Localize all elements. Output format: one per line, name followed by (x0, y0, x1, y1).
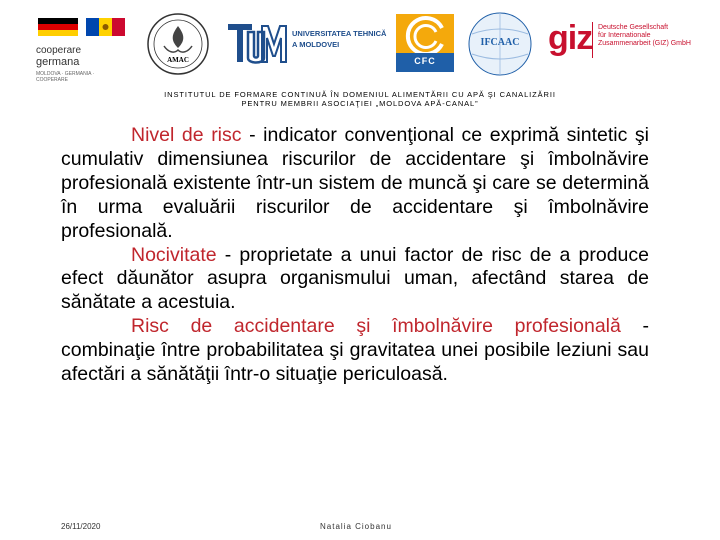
utm-emblem-icon (226, 18, 290, 70)
definitions-text (61, 124, 649, 387)
footer-author: Natalia Ciobanu (320, 522, 392, 531)
definition-nocivity (61, 244, 649, 316)
definition-risk-level (61, 124, 649, 244)
giz-logo (548, 18, 710, 64)
definition-occupational-risk-text: - combinaţie între probabilitatea şi gravitatea unei posibile leziuni sau afectări a sănătăţii într-o situaţie periculoasă. (61, 315, 649, 386)
ifcaac-label: IFCAAC (480, 37, 520, 48)
term-nocivity: Nocivitate (131, 243, 217, 266)
amac-logo (146, 12, 210, 76)
institute-line-1: INSTITUTUL DE FORMARE CONTINUĂ ÎN DOMENIUL ALIMENTĂRII CU APĂ ŞI CANALIZĂRII (164, 90, 556, 99)
term-occupational-risk: Risc de accidentare şi îmbolnăvire profesională (131, 315, 621, 338)
institute-title (140, 90, 580, 108)
cfc-label: CFC (414, 56, 436, 66)
definition-nocivity-text: - proprietate a unui factor de risc de a produce efect dăunător asupra organismului uman, afectând starea de sănătate a acestuia. (61, 243, 649, 314)
footer-date: 26/11/2020 (61, 522, 101, 531)
giz-mark: giz (548, 19, 593, 57)
giz-separator (592, 22, 593, 58)
utm-line-1: UNIVERSITATEA TEHNICĂ (292, 29, 387, 38)
coop-line-3: MOLDOVA · GERMANIA · COOPERARE (36, 71, 95, 83)
giz-text: Deutsche Gesellschaft für Internationale Zusammenarbeit (GIZ) GmbH (598, 24, 691, 47)
cooperare-germana-logo (34, 12, 130, 83)
logo-bar (0, 0, 720, 84)
institute-line-2: PENTRU MEMBRII ASOCIAŢIEI „MOLDOVA APĂ-CANAL” (241, 99, 479, 108)
cfc-logo (396, 14, 454, 72)
definition-occupational-risk (61, 315, 649, 387)
ifcaac-logo (468, 12, 532, 76)
flags-icon (38, 14, 128, 40)
utm-logo (226, 18, 388, 70)
definition-risk-level-text: - indicator convenţional ce exprimă sintetic şi cumulativ dimensiunea riscurilor de accidentare şi îmbolnăvire profesională existente într-un sistem de muncă şi care se determină în urma evaluării riscurilor de accidentare şi îmbolnăvire profesională. (61, 124, 650, 242)
term-risk-level: Nivel de risc (131, 124, 242, 146)
amac-seal-icon (146, 12, 210, 76)
coop-line-1: cooperare (36, 45, 82, 56)
amac-label: AMAC (167, 56, 189, 64)
coop-line-2: germana (36, 56, 80, 68)
utm-text (292, 28, 386, 50)
utm-line-2: A MOLDOVEI (292, 40, 340, 49)
